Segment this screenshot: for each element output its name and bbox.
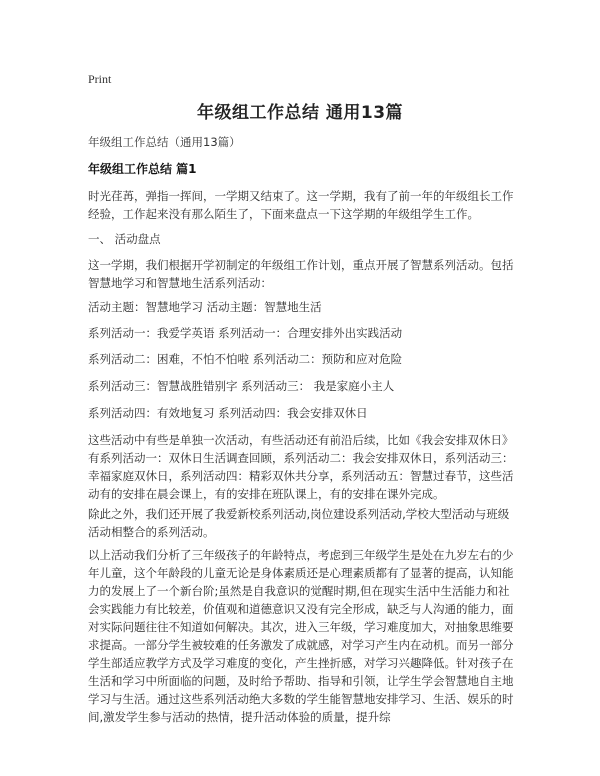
paragraph-activities-overview: 这一学期，我们根据开学初制定的年级组工作计划，重点开展了智慧系列活动。包括智慧地学习和智慧地生活系列活动： — [88, 258, 514, 290]
paragraph-activity-themes: 活动主题：智慧地学习 活动主题：智慧地生活 — [88, 300, 322, 314]
section-heading: 年级组工作总结 篇1 — [88, 162, 197, 176]
page-title: 年级组工作总结 通用13篇 — [196, 103, 404, 123]
paragraph-analysis: 以上活动我们分析了三年级孩子的年龄特点，考虑到三年级学生是处在九岁左右的少年儿童，这个年龄段的儿童无论是身体素质还是心理素质都有了显著的提高，认知能力的发展上了一个新台阶;虽然是自我意识的觉醒时期,但在现实生活中生活能力和社会实践能力有比较差，价值观和道德意识又没有完全形成，缺乏与人沟通的能力，面对实际问题往往不知道如何解决。其次，进入三年级，学习难度加大，对抽象思维要求提高。一部分学生被较难的任务激发了成就感，对学习产生内在动机。而另一部分学生部适应教学方式及学习难度的变化，产生挫折感，对学习兴趣降低。针对孩子在生活和学习中所面临的问题，及时给予帮助、指导和引领，让学生学会智慧地自主地学习与生活。通过这些系列活动绝大多数的学生能智慧地安排学习、生活、娱乐的时间,激发学生参与活动的热情，提升活动体验的质量，提升综 — [88, 548, 514, 724]
paragraph-series-2: 系列活动二：困难，不怕不怕啦 系列活动二：预防和应对危险 — [88, 352, 403, 366]
paragraph-series-3: 系列活动三：智慧战胜错别字 系列活动三： 我是家庭小主人 — [88, 379, 395, 393]
paragraph-other-activities: 除此之外，我们还开展了我爱新校系列活动,岗位建设系列活动,学校大型活动与班级活动相整合的系列活动。 — [88, 507, 510, 539]
paragraph-section-label: 一、 活动盘点 — [88, 232, 161, 246]
document-subtitle: 年级组工作总结（通用13篇） — [88, 135, 241, 149]
paragraph-activity-details: 这些活动中有些是单独一次活动，有些活动还有前沿后续，比如《我会安排双休日》有系列活动一：双休日生活调查回顾，系列活动二：我会安排双休日，系列活动三：幸福家庭双休日，系列活动四：精彩双休共分享，系列活动五：智慧过春节，这些活动有的安排在晨会课上，有的安排在班队课上，有的安排在课外完成。 — [88, 433, 514, 501]
paragraph-intro: 时光荏苒，弹指一挥间，一学期又结束了。这一学期，我有了前一年的年级组长工作经验，工作起来没有那么陌生了，下面来盘点一下这学期的年级组学生工作。 — [88, 189, 514, 221]
paragraph-series-1: 系列活动一：我爱学英语 系列活动一：合理安排外出实践活动 — [88, 326, 403, 340]
print-label[interactable]: Print — [88, 72, 112, 86]
paragraph-series-4: 系列活动四：有效地复习 系列活动四：我会安排双休日 — [88, 406, 368, 420]
